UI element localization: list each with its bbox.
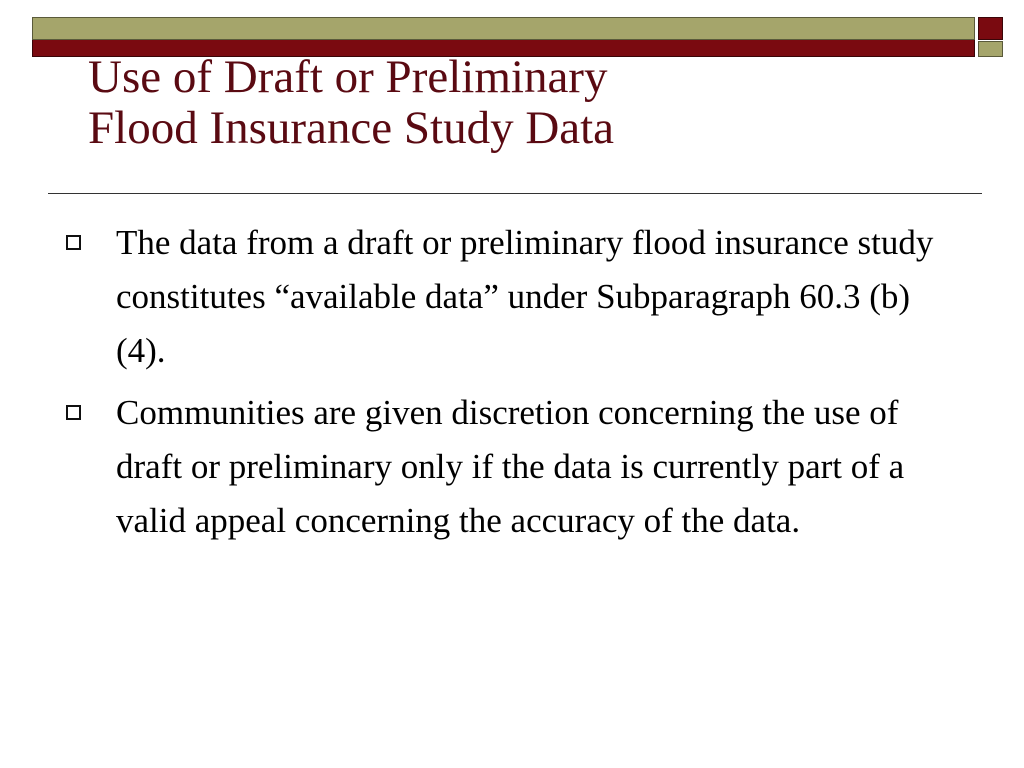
bullet-list [62, 216, 962, 556]
bullet-text-1: The data from a draft or preliminary flood insurance study constitutes “available data” under Subparagraph 60.3 (b) (4). [116, 223, 934, 370]
title-divider [48, 193, 982, 194]
hollow-square-icon [66, 235, 81, 250]
header-olive-bar [32, 17, 975, 40]
header-olive-square [978, 41, 1003, 57]
header-maroon-square [978, 17, 1003, 40]
bullet-item-1 [62, 216, 962, 378]
bullet-item-2 [62, 386, 962, 548]
slide-title-line-1: Use of Draft or Preliminary [88, 51, 608, 103]
slide-title-line-2: Flood Insurance Study Data [88, 102, 615, 154]
slide-title [88, 52, 968, 154]
hollow-square-icon [66, 405, 81, 420]
bullet-text-2: Communities are given discretion concerning the use of draft or preliminary only if the data is currently part of a valid appeal concerning the accuracy of the data. [116, 393, 905, 540]
